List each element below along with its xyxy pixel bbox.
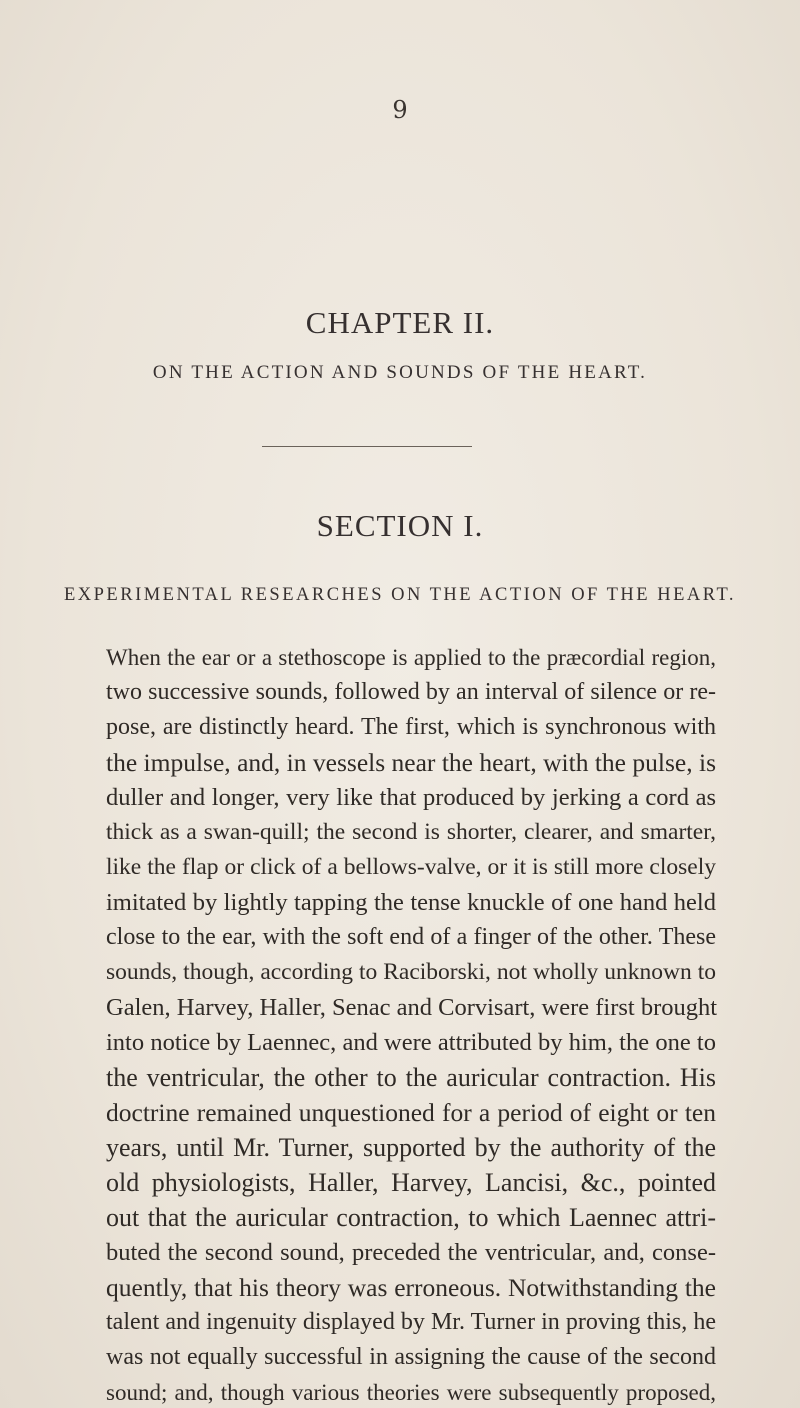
text-line: pose, are distinctly heard. The first, which is synchronous with [106,714,716,740]
body-paragraph [106,640,716,1408]
section-title: SECTION I. [316,508,484,543]
text-line: imitated by lightly tapping the tense knuckle of one hand held [106,889,716,916]
text-line: sounds, though, according to Raciborski, not wholly unknown to [106,959,716,985]
divider-rule [262,446,472,447]
chapter-subtitle: ON THE ACTION AND SOUNDS OF THE HEART. [152,362,648,383]
text-line: was not equally successful in assigning the cause of the second [106,1344,716,1370]
text-line: When the ear or a stethoscope is applied to the præcordial region, [106,645,716,670]
text-line: the ventricular, the other to the auricular contraction. His [106,1063,716,1092]
text-line: duller and longer, very like that produced by jerking a cord as [106,784,716,811]
text-line: years, until Mr. Turner, supported by the authority of the [106,1133,716,1162]
text-line: into notice by Laennec, and were attributed by him, the one to [106,1029,716,1056]
text-line: like the flap or click of a bellows-valve, or it is still more closely [106,854,716,880]
text-line: quently, that his theory was erroneous. Notwithstanding the [106,1273,716,1302]
text-line: sound; and, though various theories were subsequently proposed, [106,1380,716,1405]
page-number: 9 [392,96,408,124]
text-line: talent and ingenuity displayed by Mr. Turner in proving this, he [106,1309,716,1335]
text-line: Galen, Harvey, Haller, Senac and Corvisart, were first brought [106,994,718,1021]
text-line: close to the ear, with the soft end of a finger of the other. These [106,924,716,950]
text-line: out that the auricular contraction, to which Laennec attri- [106,1203,716,1232]
text-line: thick as a swan-quill; the second is shorter, clearer, and smarter, [106,819,716,845]
text-line: old physiologists, Haller, Harvey, Lancisi, &c., pointed [106,1168,716,1197]
text-line: doctrine remained unquestioned for a period of eight or ten [106,1098,716,1127]
section-subtitle: EXPERIMENTAL RESEARCHES ON THE ACTION OF THE HEART. [63,585,737,605]
text-line: two successive sounds, followed by an interval of silence or re- [106,679,716,705]
chapter-title: CHAPTER II. [305,305,495,340]
text-line: buted the second sound, preceded the ventricular, and, conse- [106,1239,716,1266]
text-line: the impulse, and, in vessels near the heart, with the pulse, is [106,748,716,777]
